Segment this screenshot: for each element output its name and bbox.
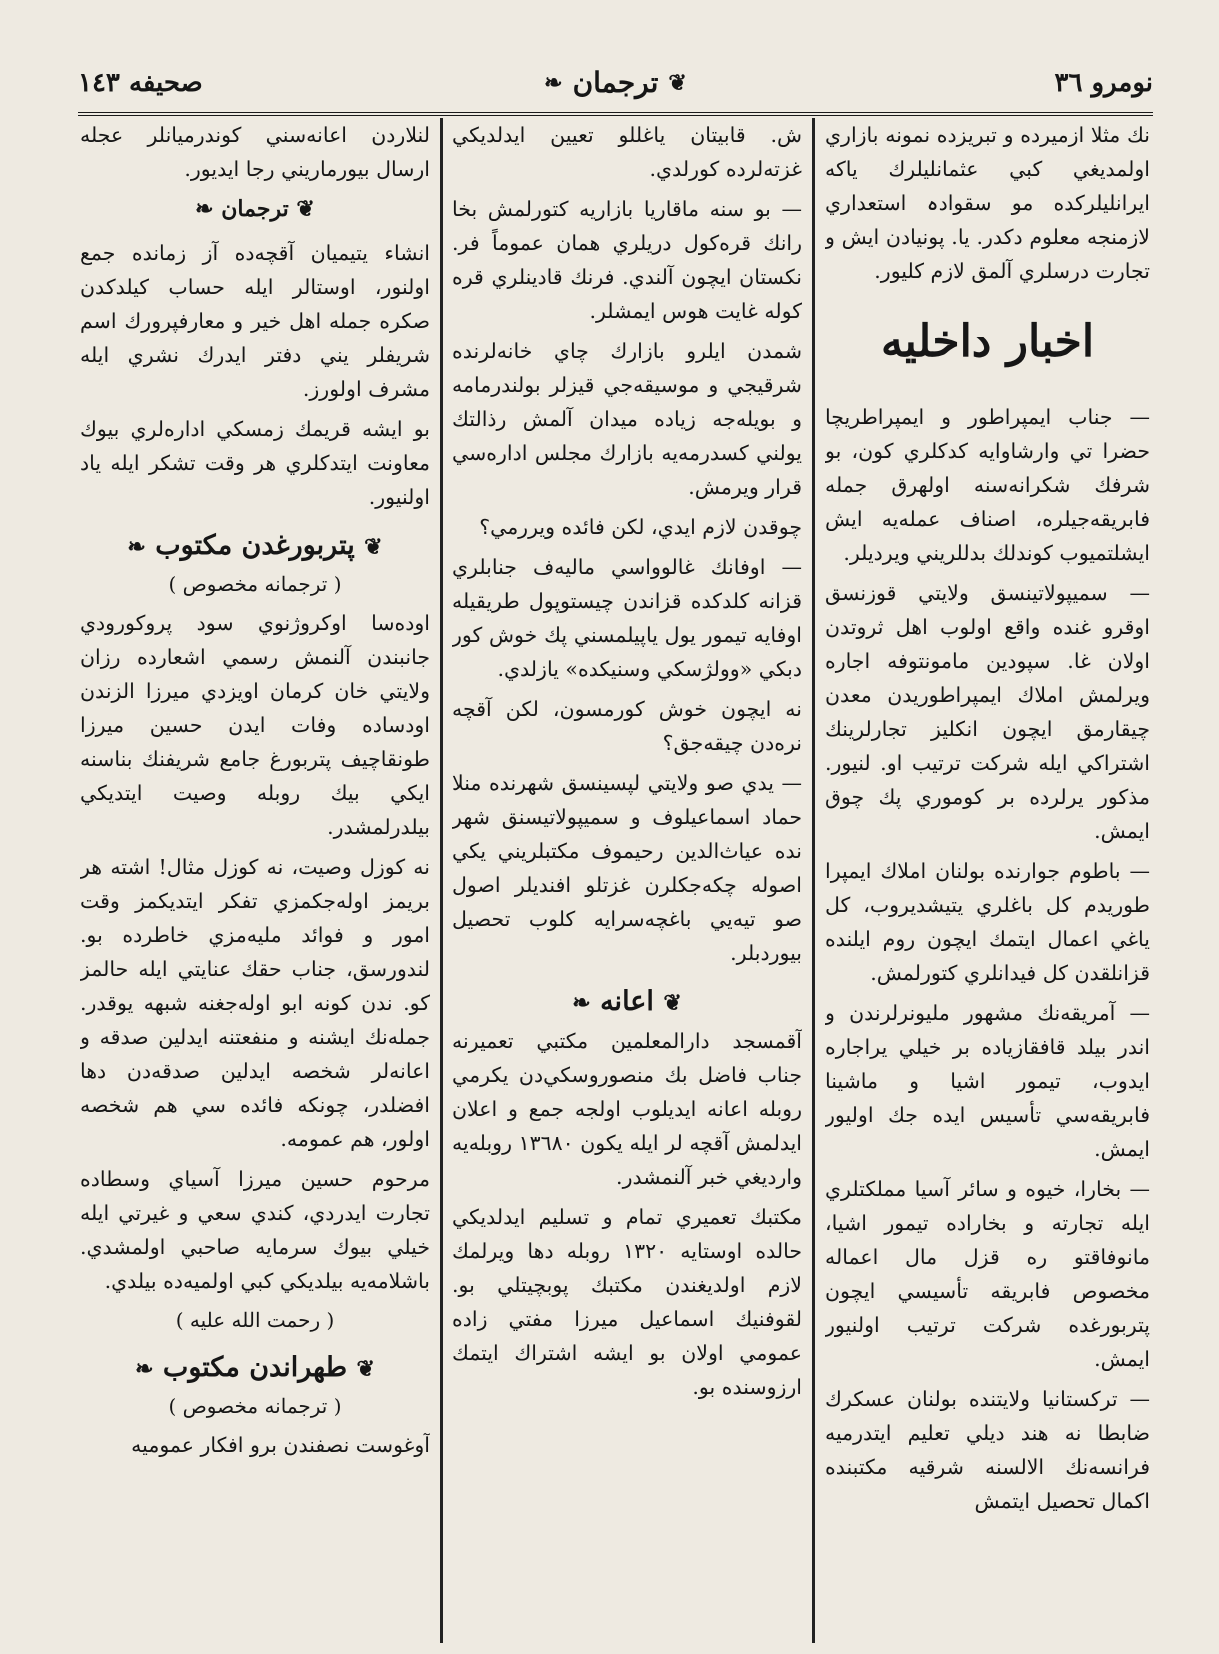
signature-tercuman: ❦ ترجمان ❧ bbox=[195, 196, 315, 222]
news-item: لنلاردن اعانه‌سني كوندرميانلر عجله ارسال بيورماريني رجا ايديور. bbox=[80, 123, 430, 181]
prayer-line: ( رحمت الله عليه ) bbox=[175, 1308, 335, 1332]
news-item: شمدن ايلرو بازارك چاي خانه‌لرنده شرقيجي و موسيقه‌جي قيزلر بولندرمامه و بويله‌جه زياده ميدان آلمش رذالتك يولني كسدرمه‌يه بازارك مجلس اداره‌سي قرار ويرمش. bbox=[452, 339, 802, 499]
ornament-icon: ❧ bbox=[127, 534, 146, 560]
news-item: نه ايچون خوش كورمسون، لكن آقچه نره‌دن چيقه‌جق؟ bbox=[452, 697, 802, 755]
ornament-icon: ❦ bbox=[663, 990, 682, 1016]
ornament-icon: ❧ bbox=[572, 990, 591, 1016]
news-item: ش. قابيتان ياغللو تعيين ايدلديكي غزته‌لرده كورلدي. bbox=[452, 123, 802, 181]
news-item: بو ايشه قريمك زمسكي اداره‌لري بيوك معاونت ايتدكلري هر وقت تشكر ايله ياد اولنيور. bbox=[80, 417, 430, 509]
section-heading-domestic-news: اخبار داخليه bbox=[880, 316, 1095, 367]
news-item: مكتبك تعميري تمام و تسليم ايدلديكي حالده اوستايه ١٣٢٠ روبله دها ويرلمك لازم اولديغندن مكتبك پوبچيتلي بو. لقوفنيك اسماعيل ميرزا مفتي زاده عمومي اولان بو ايشه اشتراك ايتمك ارزوسنده بو. bbox=[452, 1205, 802, 1399]
news-item: — جناب ايمپراطور و ايمپراطريچا حضرا تي وارشاوايه كدكلري كون، بو شرفك شكرانه‌سنه اولهرق جمله فابريقه‌جيلره، اصناف عمله‌يه ايش ايشلتميوب كوندلك بدللريني ويرديلر. bbox=[825, 405, 1150, 565]
page-header bbox=[78, 62, 1153, 116]
ornament-icon: ❧ bbox=[135, 1356, 154, 1382]
ornament-icon: ❦ bbox=[668, 69, 687, 96]
article-paragraph: نك مثلا ازميرده و تبريزده نمونه بازاري اولمديغي كبي عثمانليلرك ياكه ايرانليلركده مو سقوادہ استعداري لازمنجه معلوم دكدر. يا. پونيادن ايش و تجارت درسلري آلمق لازم كليور. bbox=[825, 123, 1150, 283]
news-item: چوقدن لازم ايدي، لكن فائده ويررمي؟ bbox=[479, 515, 802, 539]
ornament-icon: ❧ bbox=[544, 69, 563, 96]
news-item: — بو سنه ماقاريا بازاريه كتورلمش بخا رانك قره‌كول دريلري همان عموماً فر. نكستان ايچون آلندي. فرنك قادينلري قره كوله غايت هوس ايمشلر. bbox=[452, 197, 802, 323]
page-number: صحيفه ١٤٣ bbox=[78, 68, 203, 98]
news-item: نه كوزل وصيت، نه كوزل مثال! اشته هر بريمز اوله‌جكمزي تفكر ايتديكمز وقت امور و فوائد مليه‌مزي خاطرده بو. لندورسق، جناب حقك عنايتي ايله حالمز كو. ندن كونه ابو اوله‌جغنه شبهه يوقدر. جمله‌نك ايشنه و منفعتنه ايدلين صدقه و اعانه‌لر شخصه ايدلين صدقه‌دن دها افضلدر، چونكه فائده سي هم شخصه اولور، هم عمومه. bbox=[80, 855, 430, 1151]
news-item: — آمريقه‌نك مشهور مليونرلرندن و اندر بيلد قافقازياده بر خيلي يراجاره ايدوب، تيمور اشيا و ماشينا فابريقه‌سي تأسيس ايده جك اوليور ايمش. bbox=[825, 1001, 1150, 1161]
news-item: — باطوم جوارنده بولنان املاك ايمپرا طوريدم كل باغلري يتيشديروب، كل ياغي اعمال ايتمك ايچون روم ايلنده قزانلقدن كل فيدانلري كتورلمش. bbox=[825, 859, 1150, 985]
news-item: — بخارا، خيوه و سائر آسيا مملكتلري ايله تجارته و بخاراده تيمور اشيا، مانوفاقتو ره قزل مال اعماله مخصوص فابريقه تأسيسي ايچون پتربورغده شركت ترتيب اولنيور ايمش. bbox=[825, 1177, 1150, 1371]
column-middle bbox=[452, 118, 802, 1643]
special-correspondent-note: ( ترجمانه مخصوص ) bbox=[168, 572, 342, 596]
column-rule bbox=[812, 118, 815, 1643]
section-heading-tehran-letter: ❦ طهراندن مكتوب ❧ bbox=[135, 1352, 375, 1383]
news-item: انشاء يتيميان آقچه‌ده آز زمانده جمع اولنور، اوستالر ايله حساب كيلدكدن صكره جمله اهل خير و معارفپرورك اسم شريفلر يني دفتر ايدرك نشري ايله مشرف اولورز. bbox=[80, 241, 430, 401]
column-rule bbox=[440, 118, 443, 1643]
news-item: — تركستانيا ولايتنده بولنان عسكرك ضابطا نه هند ديلي تعليم ايتدرميه فرانسه‌نك الالسنه شرقيه مكتبنده اكمال تحصيل ايتمش bbox=[825, 1387, 1150, 1513]
ornament-icon: ❦ bbox=[296, 196, 315, 222]
section-heading-petersburg-letter: ❦ پتربورغدن مكتوب ❧ bbox=[127, 530, 383, 561]
news-item: مرحوم حسين ميرزا آسياي وسطاده تجارت ايدردي، كندي سعي و غيرتي ايله خيلي بيوك سرمايه صاحبي اولمشدي. باشلامه‌يه بيلديكي كبي اولميه‌ده بيلدي. bbox=[80, 1167, 430, 1293]
news-item: اوده‌سا اوكروژنوي سود پروكورودي جانبندن آلنمش رسمي اشعارده رزان ولايتي خان كرمان اويزدي ميرزا الزندن اودساده وفات ايدن حسين ميرزا طونقاچيف پتربورغ جامع شريفنك بناسنه ايكي بيك روبله وصيت ايتديكي بيلدرلمشدر. bbox=[80, 611, 430, 839]
newspaper-masthead bbox=[544, 66, 687, 99]
issue-number: نومرو ٣٦ bbox=[1054, 68, 1153, 98]
news-item: — سميپولاتينسق ولايتي قوزنسق اوقرو غنده واقع اولوب اهل ثروتدن اولان غا. سپودين مامونتوفه اجاره ويرلمش املاك ايمپراطوريدن معدن چيقارمق ايچون انكليز تجارلرينك اشتراكي ايله شركت ترتيب او. لنيور. مذكور يرلرده بر كوموري پك چوق ايمش. bbox=[825, 581, 1150, 843]
column-right bbox=[825, 118, 1150, 1643]
column-left bbox=[80, 118, 430, 1643]
news-item: — اوفانك غالوواسي ماليه‌ف جنابلري قزانه كلدكده قزاندن چيستوپول طريقيله اوفايه تيمور يول ياپيلمسني پك خوش كور دبكي «وولژسكي وسنيكده» يازلدي. bbox=[452, 555, 802, 681]
ornament-icon: ❧ bbox=[195, 196, 214, 222]
news-item: — يدي صو ولايتي لپسينسق شهرنده منلا حماد اسماعيلوف و سميپولاتيسنق شهر نده عياث‌الدين رحيموف مكتبلريني يكي اصوله چكه‌جكلرن غزتلو افنديلر اصول صو تيه‌يي باغچه‌سرايه كلوب تحصيل بيوردبلر. bbox=[452, 771, 802, 965]
newspaper-title: ترجمان bbox=[572, 66, 659, 99]
special-correspondent-note: ( ترجمانه مخصوص ) bbox=[168, 1394, 342, 1418]
ornament-icon: ❦ bbox=[364, 534, 383, 560]
news-item: آقمسجد دارالمعلمين مكتبي تعميرنه جناب فاضل بك منصوروسكي‌دن يكرمي روبله اعانه ايديلوب اولجه جمع و اعلان ايدلمش آقچه لر ايله يكون ١٣٦٨٠ روبله‌يه وارديغي خبر آلنمشدر. bbox=[452, 1029, 802, 1189]
news-item: آوغوست نصفندن برو افكار عموميه bbox=[131, 1433, 430, 1457]
ornament-icon: ❦ bbox=[356, 1356, 375, 1382]
section-heading-donations: ❦ اعانه ❧ bbox=[572, 986, 682, 1017]
